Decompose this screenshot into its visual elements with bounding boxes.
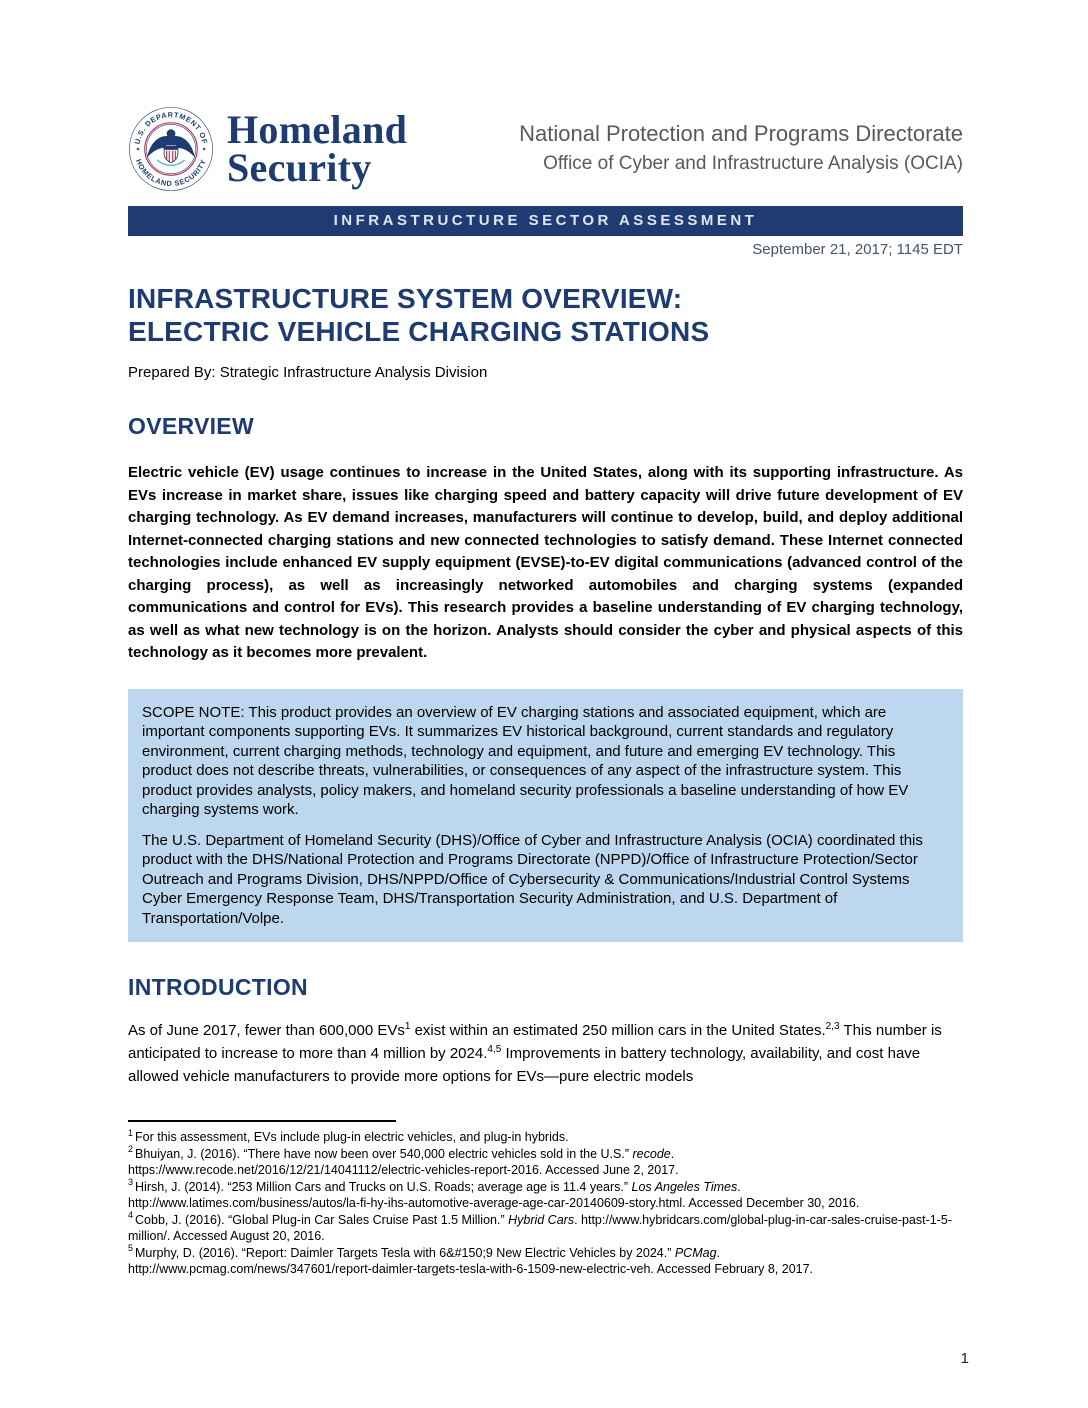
intro-text-2: exist within an estimated 250 million cars in the United States. xyxy=(410,1022,826,1039)
footnote-2-tail: . https://www.recode.net/2016/12/21/14041112/electric-vehicles-report-2016. Accessed June 2, 2017. xyxy=(128,1146,679,1177)
intro-text-1: As of June 2017, fewer than 600,000 EVs xyxy=(128,1022,405,1039)
seal-ring-text-top: U.S. DEPARTMENT OF xyxy=(132,110,210,146)
prepared-by: Prepared By: Strategic Infrastructure Analysis Division xyxy=(128,364,488,381)
footnote-3-tail: . http://www.latimes.com/business/autos/la-fi-hy-ihs-automotive-average-age-car-20140609-story.html. Accessed December 30, 2016. xyxy=(128,1179,860,1210)
footnote-1 xyxy=(128,1129,963,1146)
document-header xyxy=(0,0,1088,192)
footnote-2-number: 2 xyxy=(128,1144,134,1155)
footnote-4-tail: . http://www.hybridcars.com/global-plug-in-car-sales-cruise-past-1-5-million/. Accessed August 20, 2016. xyxy=(128,1212,952,1243)
footnote-3-text: Hirsh, J. (2014). “253 Million Cars and Trucks on U.S. Roads; average age is 11.4 years.” xyxy=(135,1179,632,1194)
footnote-5-tail: . http://www.pcmag.com/news/347601/report-daimler-targets-tesla-with-6-1509-new-electric-veh. Accessed February 8, 2017. xyxy=(128,1245,814,1276)
footnote-4-source: Hybrid Cars xyxy=(508,1212,575,1227)
page-title-line-1: INFRASTRUCTURE SYSTEM OVERVIEW: xyxy=(128,283,683,314)
footnote-5-number: 5 xyxy=(128,1243,134,1254)
assessment-banner: INFRASTRUCTURE SECTOR ASSESSMENT xyxy=(128,206,963,236)
footnote-2 xyxy=(128,1146,963,1179)
footnote-2-text: Bhuiyan, J. (2016). “There have now been over 540,000 electric vehicles sold in the U.S.” xyxy=(135,1146,633,1161)
footnote-3-source: Los Angeles Times xyxy=(631,1179,738,1194)
overview-paragraph: Electric vehicle (EV) usage continues to increase in the United States, along with its supporting infrastructure. As EVs increase in market share, issues like charging speed and battery capacity will drive future development of EV charging technology. As EV demand increases, manufacturers will continue to develop, build, and deploy additional Internet-connected charging stations and new connected technologies to satisfy demand. These Internet connected technologies include enhanced EV supply equipment (EVSE)-to-EV digital communications (advanced control of the charging process), as well as increasingly networked automobiles and charging systems (expanded communications and control for EVs). This research provides a baseline understanding of EV charging technology, as well as what new technology is on the horizon. Analysts should consider the cyber and physical aspects of this technology as it becomes more prevalent. xyxy=(128,464,963,661)
dhs-wordmark xyxy=(227,107,408,190)
footnote-1-number: 1 xyxy=(128,1127,134,1138)
org-office: Office of Cyber and Infrastructure Analysis (OCIA) xyxy=(543,153,963,174)
scope-note-box xyxy=(128,689,963,943)
scope-note-paragraph-2: The U.S. Department of Homeland Security (DHS)/Office of Cyber and Infrastructure Analysis (OCIA) coordinated this product with the DHS/National Protection and Programs Directorate (NPPD)/Office of Infrastructure Protection/Sector Outreach and Programs Division, DHS/NPPD/Office of Cybersecurity & Communications/Industrial Control Systems Cyber Emergency Response Team, DHS/Transportation Security Administration, and U.S. Department of Transportation/Volpe. xyxy=(142,831,923,927)
footnote-1-text: For this assessment, EVs include plug-in electric vehicles, and plug-in hybrids. xyxy=(135,1130,569,1144)
footnote-ref-1: 1 xyxy=(404,1021,411,1032)
wordmark-line-1: Homeland xyxy=(227,107,408,152)
scope-note-paragraph-1: SCOPE NOTE: This product provides an overview of EV charging stations and associated equipment, which are important components supporting EVs. It summarizes EV historical background, current standards and regulatory environment, current charging methods, technology and equipment, and future and emerging EV technology. This product does not describe threats, vulnerabilities, or consequences of any aspect of the infrastructure system. This product provides analysts, policy makers, and homeland security professionals a baseline understanding of how EV charging systems work. xyxy=(142,703,909,818)
overview-heading: OVERVIEW xyxy=(128,413,254,439)
footnote-5-source: PCMag xyxy=(674,1245,717,1260)
footnote-4 xyxy=(128,1212,963,1245)
page-title xyxy=(128,282,963,348)
footnote-3 xyxy=(128,1179,963,1212)
footnote-ref-4-5: 4,5 xyxy=(487,1044,502,1055)
footnote-4-number: 4 xyxy=(128,1210,134,1221)
introduction-paragraph xyxy=(128,1019,963,1088)
intro-text-3: This number is anticipated to increase to more than 4 million by 2024. xyxy=(128,1022,942,1062)
footnote-5-text: Murphy, D. (2016). “Report: Daimler Targets Tesla with 6&#150;9 New Electric Vehicles by 2024.” xyxy=(135,1245,675,1260)
dhs-seal-icon xyxy=(128,106,214,192)
wordmark-line-2: Security xyxy=(227,145,372,190)
dhs-logo xyxy=(128,106,407,192)
intro-text-4: Improvements in battery technology, availability, and cost have allowed vehicle manufacturers to provide more options for EVs—pure electric models xyxy=(128,1045,921,1085)
page-number: 1 xyxy=(960,1350,969,1367)
org-directorate: National Protection and Programs Directorate xyxy=(519,121,963,146)
footnote-5 xyxy=(128,1245,963,1278)
page-title-line-2: ELECTRIC VEHICLE CHARGING STATIONS xyxy=(128,316,710,347)
dateline: September 21, 2017; 1145 EDT xyxy=(752,241,963,258)
footnote-4-text: Cobb, J. (2016). “Global Plug-in Car Sales Cruise Past 1.5 Million.” xyxy=(135,1212,509,1227)
seal-ring-text-bottom: HOMELAND SECURITY xyxy=(133,157,209,189)
introduction-heading: INTRODUCTION xyxy=(128,974,308,1000)
footnote-3-number: 3 xyxy=(128,1177,134,1188)
footnote-ref-2-3: 2,3 xyxy=(825,1021,840,1032)
footnotes-block xyxy=(128,1120,963,1278)
footnote-separator xyxy=(128,1120,396,1122)
footnote-2-source: recode xyxy=(632,1146,671,1161)
header-org-block xyxy=(519,106,963,176)
